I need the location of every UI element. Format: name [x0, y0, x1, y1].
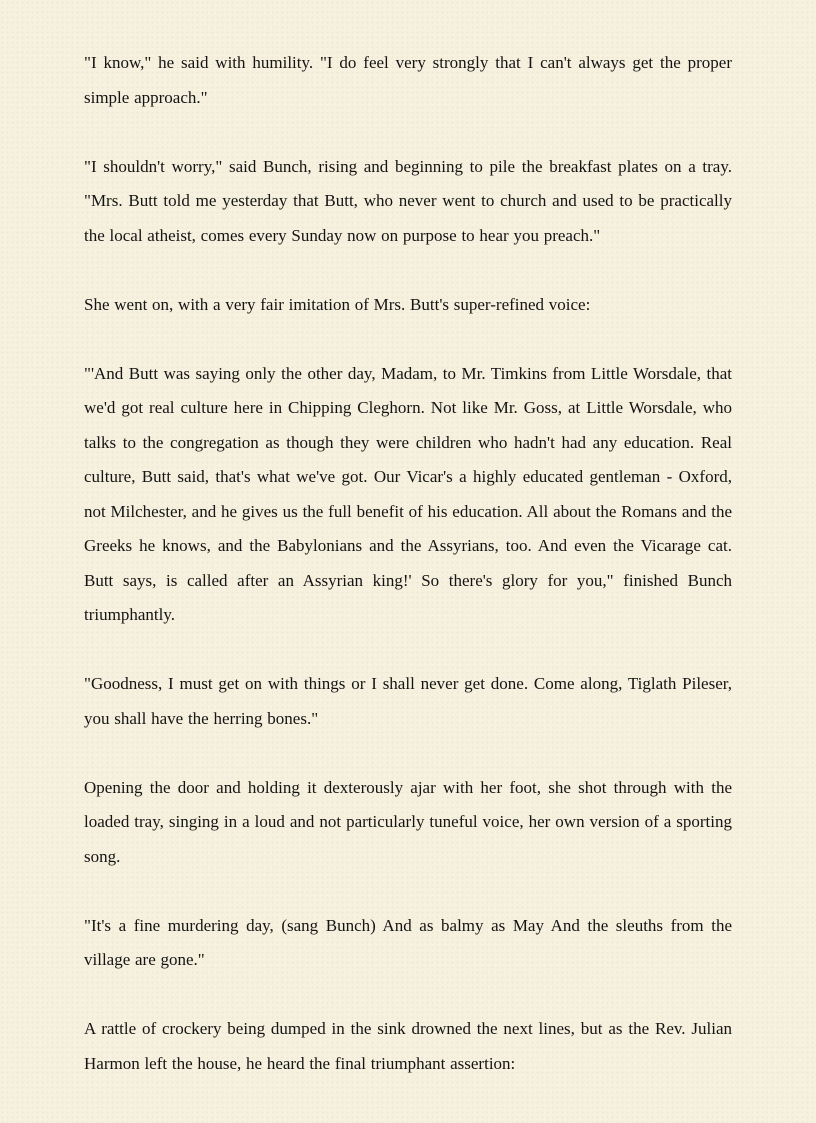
paragraph-bunch-reply: "I shouldn't worry," said Bunch, rising and beginning to pile the breakfast plates on a tray. "Mrs. Butt told me yesterday that Butt, who never went to church and used to be practically the local atheist, comes every Sunday now on purpose to hear you preach." [84, 156, 732, 245]
paragraph-butt-quote: "'And Butt was saying only the other day, Madam, to Mr. Timkins from Little Worsdale, that we'd got real culture here in Chipping Cleghorn. Not like Mr. Goss, at Little Worsdale, who talks to the congregation as though they were children who hadn't had any education. Real culture, Butt said, that's what we've got. Our Vicar's a highly educated gentleman - Oxford, not Milchester, and he gives us the full benefit of his education. All about the Romans and the Greeks he knows, and the Babylonians and the Assyrians, too. And even the Vicarage cat. Butt says, is called after an Assyrian king!' So there's glory for you," finished Bunch triumphantly. [84, 363, 732, 624]
paragraph-humility: "I know," he said with humility. "I do feel very strongly that I can't always get the proper simple approach." [84, 53, 732, 107]
paragraph-goodness: "Goodness, I must get on with things or I shall never get done. Come along, Tiglath Pileser, you shall have the herring bones." [84, 674, 732, 728]
paragraph-opening-door: Opening the door and holding it dexterously ajar with her foot, she shot through with the loaded tray, singing in a loud and not particularly tuneful voice, her own version of a sporting song. [84, 777, 732, 866]
paragraph-imitation-intro: She went on, with a very fair imitation of Mrs. Butt's super-refined voice: [84, 294, 591, 314]
paragraph-rattle: A rattle of crockery being dumped in the sink drowned the next lines, but as the Rev. Julian Harmon left the house, he heard the final triumphant assertion: [84, 1019, 732, 1073]
paragraph-song: "It's a fine murdering day, (sang Bunch) And as balmy as May And the sleuths from the village are gone." [84, 915, 732, 969]
